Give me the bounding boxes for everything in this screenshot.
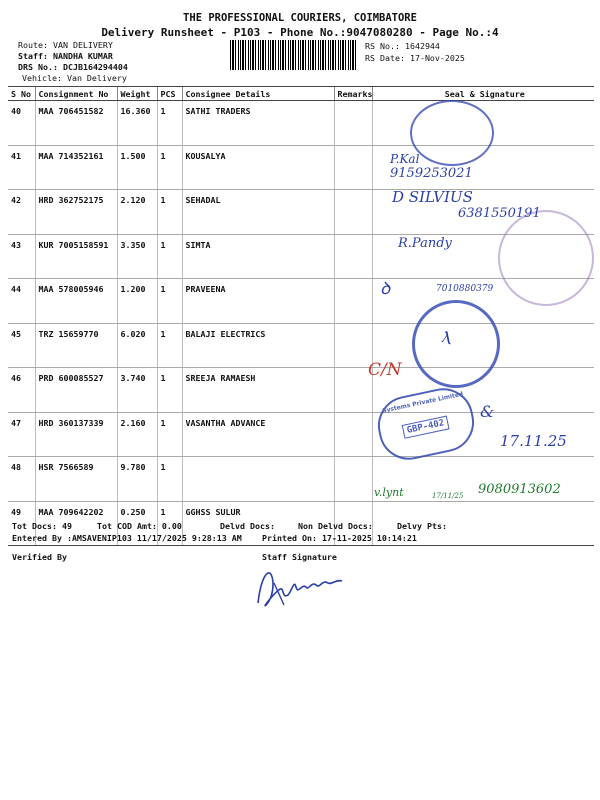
cell-weight: 3.740: [117, 368, 157, 413]
handwritten-phone: 7010880379: [436, 284, 494, 294]
cell-remarks: [334, 279, 372, 324]
cell-sno: 46: [8, 368, 35, 413]
cell-remarks: [334, 101, 372, 146]
cell-sno: 47: [8, 412, 35, 457]
rs-date: RS Date: 17-Nov-2025: [365, 53, 465, 63]
entered-by: Entered By :AMSAVENIP103 11/17/2025 9:28:13 AM: [12, 533, 242, 543]
cell-pcs: 1: [157, 501, 182, 546]
cell-pcs: 1: [157, 368, 182, 413]
cell-sno: 41: [8, 145, 35, 190]
table-row: [8, 368, 594, 413]
cell-consignee: SATHI TRADERS: [182, 101, 334, 146]
cell-pcs: 1: [157, 323, 182, 368]
handwritten-signature: v.lynt: [374, 486, 404, 499]
cell-weight: 2.120: [117, 190, 157, 235]
cell-consignee: KOUSALYA: [182, 145, 334, 190]
handwritten-phone: 6381550191: [458, 206, 541, 221]
cell-weight: 9.780: [117, 457, 157, 502]
cell-consignment: HSR 7566589: [35, 457, 117, 502]
cell-remarks: [334, 412, 372, 457]
col-weight: Weight: [117, 87, 157, 101]
handwritten-signature: R.Pandy: [398, 236, 452, 251]
cell-pcs: 1: [157, 190, 182, 235]
cell-remarks: [334, 457, 372, 502]
cell-weight: 1.200: [117, 279, 157, 324]
cell-pcs: 1: [157, 279, 182, 324]
route-info: Route: VAN DELIVERY: [18, 40, 113, 50]
cell-consignment: HRD 362752175: [35, 190, 117, 235]
cell-consignee: GGHSS SULUR: [182, 501, 334, 546]
drs-number: [18, 62, 128, 72]
cell-sno: 49: [8, 501, 35, 546]
handwritten-name: D SILVIUS: [392, 188, 473, 206]
cell-consignee: SEHADAL: [182, 190, 334, 235]
cell-consignment: MAA 714352161: [35, 145, 117, 190]
handwritten-date: 17/11/25: [432, 492, 464, 500]
cell-sno: 45: [8, 323, 35, 368]
barcode: [230, 40, 358, 70]
cell-weight: 6.020: [117, 323, 157, 368]
cell-consignee: BALAJI ELECTRICS: [182, 323, 334, 368]
handwritten-ampersand-mark: &: [480, 402, 495, 421]
cell-weight: 3.350: [117, 234, 157, 279]
cell-consignment: MAA 709642202: [35, 501, 117, 546]
cell-weight: 2.160: [117, 412, 157, 457]
cell-pcs: 1: [157, 145, 182, 190]
stamp-code: GBP-402: [402, 416, 450, 439]
cell-pcs: 1: [157, 412, 182, 457]
col-consignee: Consignee Details: [182, 87, 334, 101]
rs-number: RS No.: 1642944: [365, 41, 440, 51]
handwritten-date: 17.11.25: [500, 432, 567, 450]
runsheet-subtitle: Delivery Runsheet - P103 - Phone No.:9047080280 - Page No.:4: [101, 26, 499, 39]
cell-pcs: 1: [157, 234, 182, 279]
cell-sno: 40: [8, 101, 35, 146]
cell-remarks: [334, 145, 372, 190]
cell-remarks: [334, 368, 372, 413]
company-title: THE PROFESSIONAL COURIERS, COIMBATORE: [183, 12, 417, 24]
cell-consignment: KUR 7005158591: [35, 234, 117, 279]
table-row: [8, 323, 594, 368]
col-remarks: Remarks: [334, 87, 372, 101]
cell-consignee: VASANTHA ADVANCE: [182, 412, 334, 457]
company-seal-stamp: [412, 300, 500, 388]
cell-consignment: TRZ 15659770: [35, 323, 117, 368]
col-seal: Seal & Signature: [372, 87, 594, 101]
cell-weight: 1.500: [117, 145, 157, 190]
handwritten-name: P.Kal: [390, 152, 420, 166]
col-pcs: PCS: [157, 87, 182, 101]
handwritten-mark: C/N: [368, 360, 402, 380]
col-consignment: Consignment No: [35, 87, 117, 101]
cell-consignment: MAA 706451582: [35, 101, 117, 146]
cell-consignment: MAA 578005946: [35, 279, 117, 324]
drs-value: DCJB164294404: [62, 62, 128, 72]
delivery-points: Delvy Pts:: [397, 521, 447, 531]
cell-sno: 43: [8, 234, 35, 279]
cell-remarks: [334, 234, 372, 279]
cell-weight: 0.250: [117, 501, 157, 546]
round-seal-stamp: [410, 100, 494, 166]
runsheet-table: [8, 86, 594, 546]
table-row: [8, 101, 594, 146]
staff-signature-scribble: [250, 565, 350, 611]
printed-on: Printed On: 17-11-2025 10:14:21: [262, 533, 417, 543]
cell-remarks: [334, 190, 372, 235]
vehicle-info: Vehicle: Van Delivery: [22, 73, 127, 83]
cell-consignee: SREEJA RAMAESH: [182, 368, 334, 413]
cell-sno: 44: [8, 279, 35, 324]
cell-consignment: PRD 600085527: [35, 368, 117, 413]
cell-weight: 16.360: [117, 101, 157, 146]
total-cod-amount: Tot COD Amt: 0.00: [97, 521, 182, 531]
table-row: [8, 145, 594, 190]
staff-signature-label: Staff Signature: [262, 552, 337, 562]
handwritten-phone: 9080913602: [478, 482, 561, 497]
stamp-text: Systems Private Limited: [381, 390, 464, 415]
cell-consignee: SIMTA: [182, 234, 334, 279]
table-header-row: [8, 87, 594, 101]
col-sno: S No: [8, 87, 35, 101]
verified-by: Verified By: [12, 552, 67, 562]
handwritten-phone: 9159253021: [390, 166, 473, 181]
cell-consignee: [182, 457, 334, 502]
cell-pcs: 1: [157, 457, 182, 502]
delivered-docs: Delvd Docs:: [220, 521, 275, 531]
purple-seal-stamp: [498, 210, 594, 306]
delivery-mark: ꝺ: [380, 279, 391, 299]
cell-pcs: 1: [157, 101, 182, 146]
cell-sno: 48: [8, 457, 35, 502]
seal-signature-mark: ⲗ: [441, 325, 450, 347]
total-docs: Tot Docs: 49: [12, 521, 72, 531]
drs-label: DRS No.:: [18, 62, 58, 72]
cell-consignment: HRD 360137339: [35, 412, 117, 457]
cell-sno: 42: [8, 190, 35, 235]
cell-consignee: PRAVEENA: [182, 279, 334, 324]
non-delivered-docs: Non Delvd Docs:: [298, 521, 373, 531]
staff-info: Staff: NANDHA KUMAR: [18, 51, 113, 61]
cell-remarks: [334, 323, 372, 368]
